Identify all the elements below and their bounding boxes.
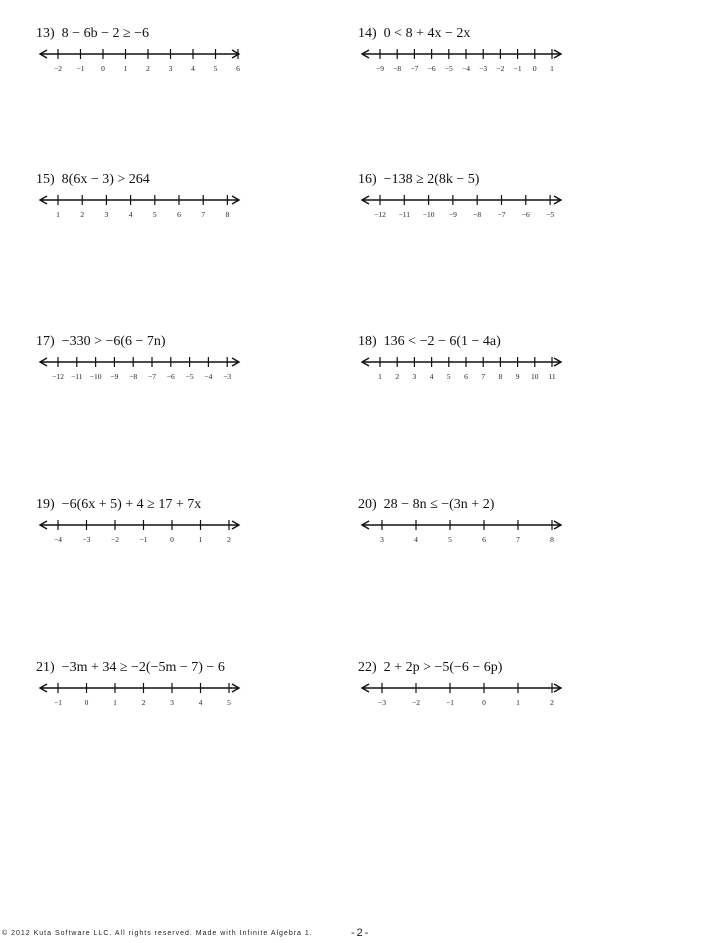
tick-label: 2	[395, 372, 400, 381]
tick-label: 6	[464, 372, 468, 381]
problem-number: 15)	[36, 172, 55, 187]
tick-label: 4	[429, 372, 434, 381]
problem-number: 20)	[358, 497, 377, 512]
tick-label: −4	[204, 372, 213, 381]
inequality-expression: 28 − 8n ≤ −(3n + 2)	[383, 497, 495, 512]
tick-label: −12	[374, 210, 386, 219]
tick-label: 1	[123, 64, 128, 73]
tick-label: 3	[412, 372, 417, 381]
tick-label: 1	[113, 698, 117, 707]
tick-label: 1	[198, 535, 203, 544]
number-line	[358, 356, 573, 386]
tick-label: 7	[516, 535, 520, 544]
tick-label: 9	[515, 372, 520, 381]
number-line	[358, 682, 573, 712]
problem-number: 16)	[358, 172, 377, 187]
copyright-footer: © 2012 Kuta Software LLC. All rights reserved. Made with Infinite Algebra 1.	[2, 930, 313, 937]
tick-label: −8	[393, 64, 402, 73]
tick-label: −5	[444, 64, 453, 73]
tick-label: 2	[80, 210, 85, 219]
tick-label: 0	[84, 698, 89, 707]
tick-label: 5	[448, 535, 452, 544]
tick-label: −3	[82, 535, 91, 544]
tick-label: 10	[531, 372, 539, 381]
tick-label: 8	[498, 372, 503, 381]
tick-label: −1	[54, 698, 62, 707]
tick-label: 7	[481, 372, 486, 381]
tick-label: 8	[550, 535, 554, 544]
inequality-expression: −3m + 34 ≥ −2(−5m − 7) − 6	[61, 660, 225, 675]
tick-label: 8	[225, 210, 230, 219]
tick-label: −3	[479, 64, 488, 73]
tick-label: −2	[54, 64, 62, 73]
tick-label: −6	[166, 372, 175, 381]
tick-label: 1	[56, 210, 60, 219]
number-line	[36, 519, 251, 549]
number-line	[36, 48, 251, 78]
tick-label: −5	[185, 372, 194, 381]
tick-label: −3	[378, 698, 386, 707]
tick-label: 1	[550, 64, 554, 73]
page-number: -2-	[351, 927, 371, 939]
problem-number: 21)	[36, 660, 55, 675]
tick-label: 4	[128, 210, 133, 219]
tick-label: −9	[110, 372, 119, 381]
tick-label: 7	[201, 210, 206, 219]
tick-label: −4	[54, 535, 62, 544]
inequality-expression: 0 < 8 + 4x − 2x	[383, 26, 471, 41]
tick-label: −2	[111, 535, 119, 544]
tick-label: 0	[532, 64, 537, 73]
inequality-expression: −6(6x + 5) + 4 ≥ 17 + 7x	[61, 497, 202, 512]
tick-label: 1	[378, 372, 382, 381]
tick-label: −10	[89, 372, 102, 381]
inequality-expression: 8(6x − 3) > 264	[61, 172, 150, 187]
tick-label: 5	[227, 698, 231, 707]
tick-label: −2	[496, 64, 505, 73]
tick-label: 5	[213, 64, 218, 73]
tick-label: −6	[521, 210, 530, 219]
tick-label: −5	[546, 210, 555, 219]
tick-label: −10	[422, 210, 435, 219]
problem-number: 19)	[36, 497, 55, 512]
tick-label: 3	[170, 698, 174, 707]
problem-number: 22)	[358, 660, 377, 675]
tick-label: −12	[52, 372, 64, 381]
tick-label: 2	[227, 535, 231, 544]
tick-label: 3	[380, 535, 384, 544]
tick-label: −3	[223, 372, 232, 381]
tick-label: 2	[550, 698, 554, 707]
inequality-expression: 8 − 6b − 2 ≥ −6	[61, 26, 150, 41]
tick-label: −7	[497, 210, 506, 219]
number-line	[358, 48, 573, 78]
tick-label: 4	[198, 698, 203, 707]
tick-label: 2	[146, 64, 150, 73]
tick-label: 0	[101, 64, 105, 73]
tick-label: −7	[410, 64, 419, 73]
problem-number: 17)	[36, 334, 55, 349]
tick-label: −9	[376, 64, 384, 73]
problem-number: 13)	[36, 26, 55, 41]
tick-label: −1	[446, 698, 454, 707]
tick-label: 6	[177, 210, 181, 219]
problem-number: 18)	[358, 334, 377, 349]
tick-label: −8	[473, 210, 482, 219]
tick-label: −4	[462, 64, 470, 73]
number-line	[36, 356, 251, 386]
tick-label: 5	[446, 372, 451, 381]
tick-label: 2	[141, 698, 146, 707]
inequality-expression: 2 + 2p > −5(−6 − 6p)	[383, 660, 503, 675]
inequality-expression: −330 > −6(6 − 7n)	[61, 334, 166, 349]
tick-label: 3	[168, 64, 173, 73]
tick-label: −1	[139, 535, 148, 544]
tick-label: 6	[236, 64, 240, 73]
tick-label: −1	[513, 64, 522, 73]
tick-label: 4	[414, 535, 418, 544]
tick-label: −7	[148, 372, 156, 381]
tick-label: −9	[448, 210, 457, 219]
tick-label: 6	[482, 535, 486, 544]
tick-label: −6	[427, 64, 436, 73]
tick-label: 0	[482, 698, 486, 707]
tick-label: 5	[152, 210, 157, 219]
number-line	[36, 682, 251, 712]
tick-label: 1	[516, 698, 520, 707]
problem-number: 14)	[358, 26, 377, 41]
number-line	[358, 519, 573, 549]
tick-label: −11	[71, 372, 83, 381]
inequality-expression: −138 ≥ 2(8k − 5)	[383, 172, 480, 187]
number-line	[36, 194, 251, 224]
tick-label: −2	[412, 698, 420, 707]
tick-label: 11	[548, 372, 556, 381]
inequality-expression: 136 < −2 − 6(1 − 4a)	[383, 334, 501, 349]
tick-label: 0	[170, 535, 174, 544]
tick-label: 3	[104, 210, 109, 219]
tick-label: −1	[76, 64, 85, 73]
tick-label: 4	[191, 64, 195, 73]
tick-label: −11	[398, 210, 411, 219]
tick-label: −8	[129, 372, 138, 381]
number-line	[358, 194, 573, 224]
